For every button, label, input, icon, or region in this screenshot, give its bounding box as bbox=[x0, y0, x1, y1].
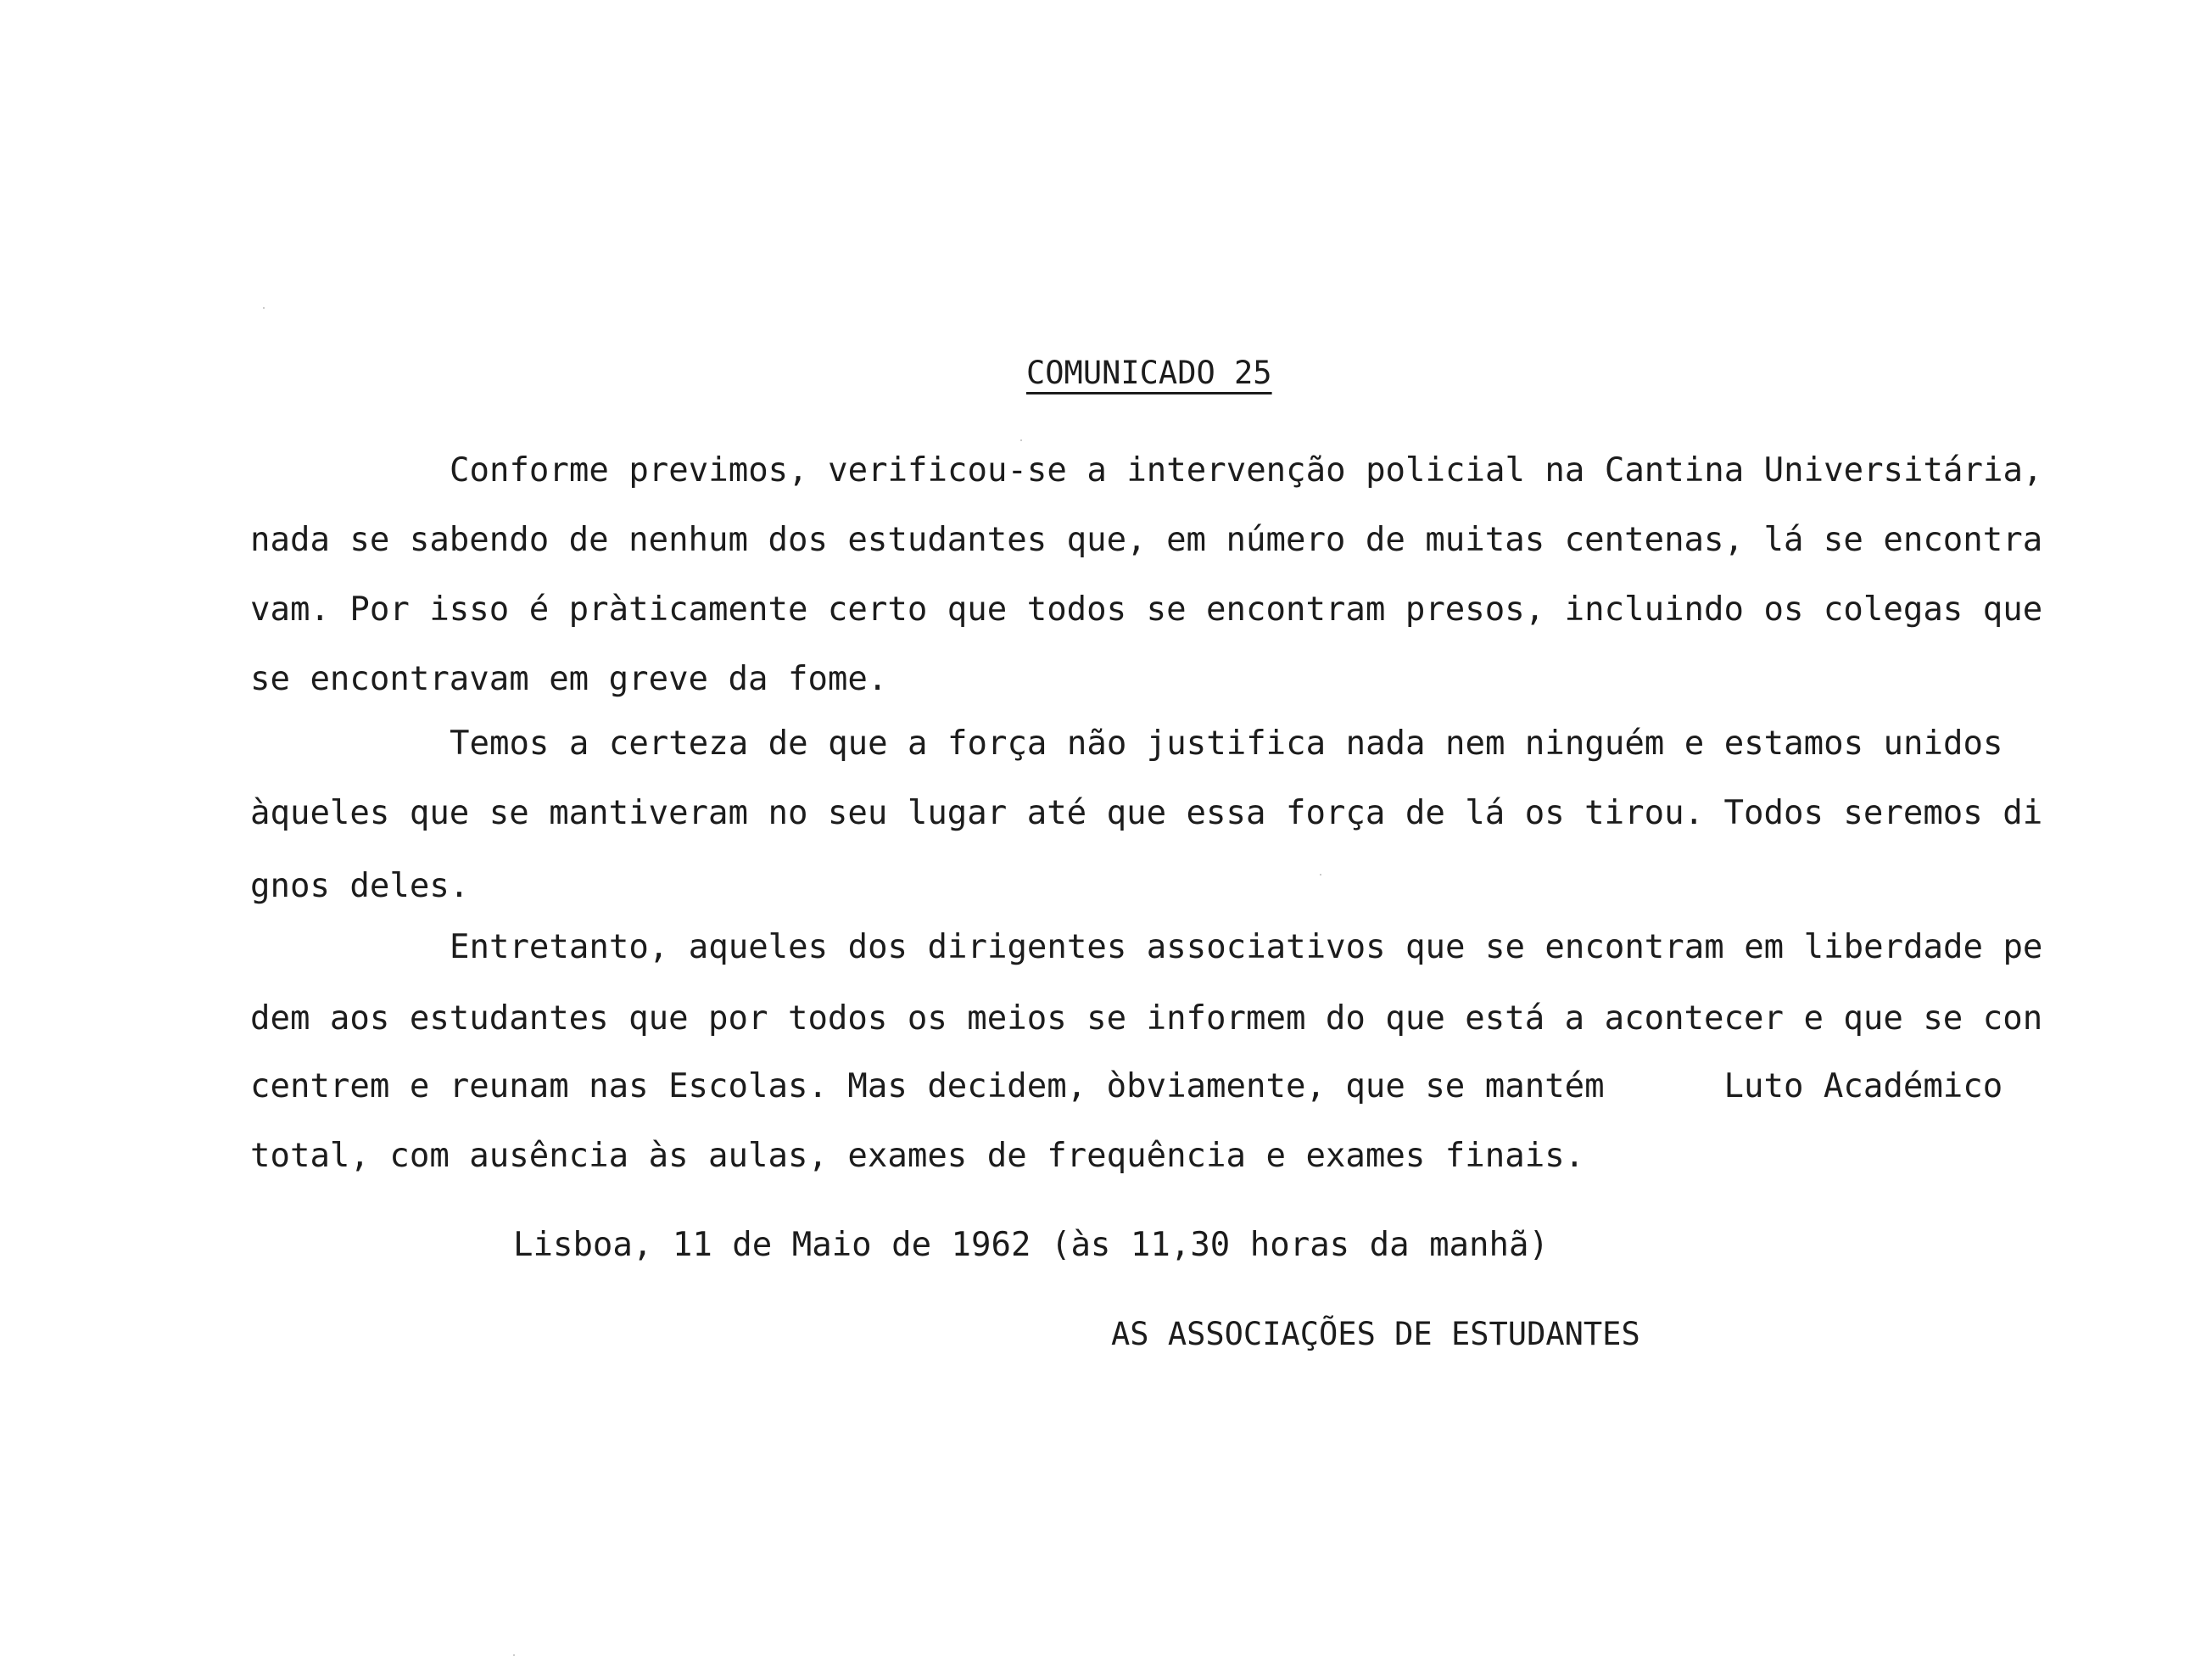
paper-speck bbox=[1320, 874, 1321, 876]
paragraph-3-line-4: total, com ausência às aulas, exames de frequência e exames finais. bbox=[250, 1137, 1585, 1175]
paragraph-1-line-1: Conforme previmos, verificou-se a intervenção policial na Cantina Universitária, bbox=[450, 451, 2043, 490]
paragraph-3-line-3: centrem e reunam nas Escolas. Mas decidem, òbviamente, que se mantém Luto Académico bbox=[250, 1067, 2003, 1105]
paragraph-3-line-1: Entretanto, aqueles dos dirigentes associativos que se encontram em liberdade pe bbox=[450, 928, 2043, 966]
paragraph-2-line-1: Temos a certeza de que a força não justifica nada nem ninguém e estamos unidos bbox=[450, 724, 2003, 763]
paragraph-1-line-2: nada se sabendo de nenhum dos estudantes que, em número de muitas centenas, lá se encontra bbox=[250, 521, 2043, 559]
paragraph-1-line-4: se encontravam em greve da fome. bbox=[250, 660, 888, 698]
signature: AS ASSOCIAÇÕES DE ESTUDANTES bbox=[1111, 1316, 1640, 1352]
paper-speck bbox=[1020, 439, 1022, 441]
document-title: COMUNICADO 25 bbox=[1026, 355, 1272, 391]
dateline: Lisboa, 11 de Maio de 1962 (às 11,30 horas da manhã) bbox=[513, 1226, 1549, 1264]
paragraph-3-line-2: dem aos estudantes que por todos os meios se informem do que está a acontecer e que se con bbox=[250, 999, 2043, 1038]
paragraph-1-line-3: vam. Por isso é pràticamente certo que todos se encontram presos, incluindo os colegas que bbox=[250, 590, 2043, 629]
paragraph-2-line-3: gnos deles. bbox=[250, 867, 470, 905]
paper-speck bbox=[263, 307, 265, 309]
paragraph-2-line-2: àqueles que se mantiveram no seu lugar até que essa força de lá os tirou. Todos seremos di bbox=[250, 794, 2043, 832]
